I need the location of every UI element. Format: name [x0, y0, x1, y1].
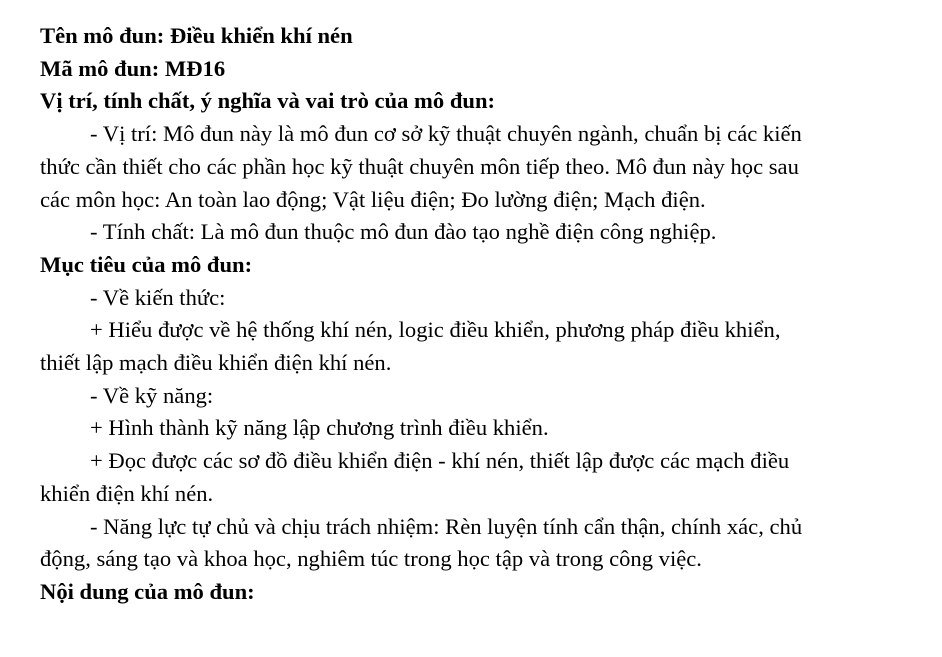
skills-item-1: + Hình thành kỹ năng lập chương trình điều khiển.	[90, 415, 549, 441]
section-objectives-heading: Mục tiêu của mô đun:	[40, 251, 253, 277]
position-line-3: các môn học: An toàn lao động; Vật liệu điện; Đo lường điện; Mạch điện.	[40, 186, 706, 212]
knowledge-line-2: thiết lập mạch điều khiển điện khí nén.	[40, 350, 392, 376]
autonomy-line-2: động, sáng tạo và khoa học, nghiêm túc trong học tập và trong công việc.	[40, 546, 702, 572]
autonomy-paragraph	[40, 511, 902, 576]
knowledge-label: - Về kiến thức:	[90, 284, 226, 310]
nature-paragraph: - Tính chất: Là mô đun thuộc mô đun đào tạo nghề điện công nghiệp.	[90, 219, 717, 245]
autonomy-line-1: - Năng lực tự chủ và chịu trách nhiệm: Rèn luyện tính cẩn thận, chính xác, chủ	[90, 513, 803, 539]
skills-item-2-line-2: khiển điện khí nén.	[40, 480, 214, 506]
module-code: Mã mô đun: MĐ16	[40, 55, 226, 81]
position-paragraph	[40, 118, 902, 216]
knowledge-item	[40, 314, 902, 379]
section-position-heading: Vị trí, tính chất, ý nghĩa và vai trò của mô đun:	[40, 88, 496, 114]
skills-item-2-line-1: + Đọc được các sơ đồ điều khiển điện - khí nén, thiết lập được các mạch điều	[90, 448, 790, 474]
knowledge-line-1: + Hiểu được về hệ thống khí nén, logic điều khiển, phương pháp điều khiển,	[90, 317, 781, 343]
position-line-1: - Vị trí: Mô đun này là mô đun cơ sở kỹ thuật chuyên ngành, chuẩn bị các kiến	[90, 121, 802, 147]
skills-item-2	[40, 445, 902, 510]
section-content-heading: Nội dung của mô đun:	[40, 578, 255, 604]
skills-label: - Về kỹ năng:	[90, 382, 214, 408]
position-line-2: thức cần thiết cho các phần học kỹ thuật chuyên môn tiếp theo. Mô đun này học sau	[40, 153, 799, 179]
module-name: Tên mô đun: Điều khiển khí nén	[40, 23, 353, 48]
